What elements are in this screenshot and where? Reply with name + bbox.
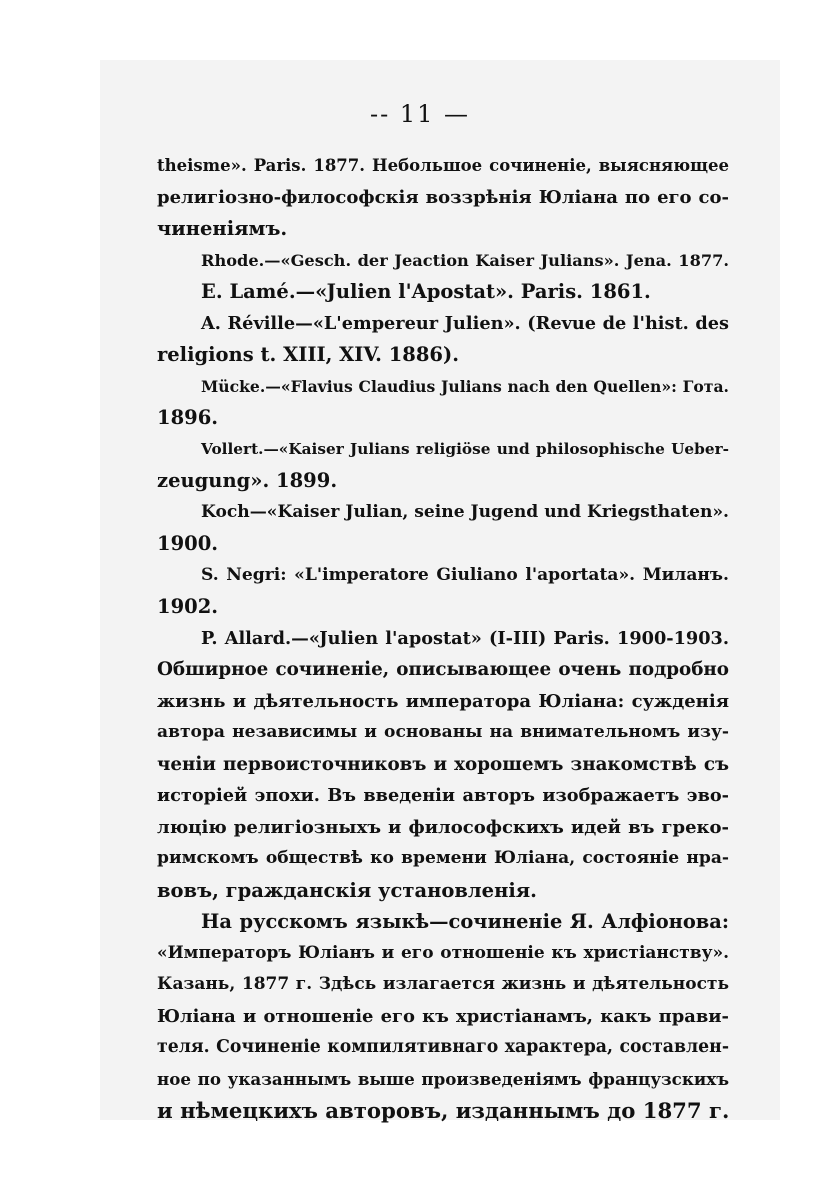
text-line: S. Negri: «L'imperatore Giuliano l'aportata». Миланъ. [201,564,729,585]
text-line: zeugung». 1899. [157,469,338,492]
text-line: religions t. XIII, XIV. 1886). [157,343,459,366]
text-line: люцiю религiозныхъ и философскихъ идей въ греко- [157,816,729,838]
text-line: и нѣмецкихъ авторовъ, изданнымъ до 1877 г. [157,1098,729,1123]
page-number: -- 11 — [369,100,470,128]
text-line: A. Réville—«L'empereur Julien». (Revue de l'hist. des [201,312,729,334]
text-line: ное по указаннымъ выше произведенiямъ французскихъ [157,1068,729,1089]
text-line: «Императоръ Юлiанъ и его отношенiе къ христiанству». [157,942,729,963]
text-line: P. Allard.—«Julien l'apostat» (I-III) Paris. 1900-1903. [201,627,729,649]
text-line: чиненiямъ. [157,217,288,240]
text-line: 1900. [157,532,219,555]
text-line: E. Lamé.—«Julien l'Apostat». Paris. 1861. [201,280,651,303]
text-line: Vollert.—«Kaiser Julians religiöse und philosophische Ueber- [201,439,729,458]
text-line: На русскомъ языкѣ—сочиненiе Я. Алфiонова: [201,910,729,933]
text-line: Koch—«Kaiser Julian, seine Jugend und Kriegsthaten». [201,501,729,522]
text-line: ченiи первоисточниковъ и хорошемъ знакомствѣ съ [157,753,729,775]
text-line: исторiей эпохи. Въ введенiи авторъ изображаетъ эво- [157,785,729,806]
text-line: 1902. [157,595,219,618]
text-line: Казань, 1877 г. Здѣсь излагается жизнь и дѣятельность [157,974,729,994]
text-line: теля. Сочиненiе компилятивнаго характера, составлен- [157,1037,729,1057]
text-line: жизнь и дѣятельность императора Юлiана: сужденiя [157,690,729,712]
text-line: римскомъ обществѣ ко времени Юлiана, состоянiе нра- [157,848,729,868]
text-line: вовъ, гражданскiя установленiя. [157,878,537,902]
text-line: Обширное сочиненiе, описывающее очень подробно [157,659,729,680]
text-line: thеisme». Paris. 1877. Небольшое сочиненiе, выясняющее [157,156,729,175]
document-body [157,150,729,1127]
text-line: Юлiана и отношенiе его къ христiанамъ, какъ прави- [157,1005,729,1027]
text-line: Mücke.—«Flavius Claudius Julians nach den Quellen»: Гота. [201,376,729,396]
text-line: 1896. [157,406,219,429]
text-line: Rhode.—«Gesch. der Jeaction Kaiser Julians». Jena. 1877. [201,250,729,270]
text-line: религiозно-философскiя воззрѣнiя Юлiана по его со- [157,186,729,208]
text-line: автора независимы и основаны на внимательномъ изу- [157,722,729,742]
